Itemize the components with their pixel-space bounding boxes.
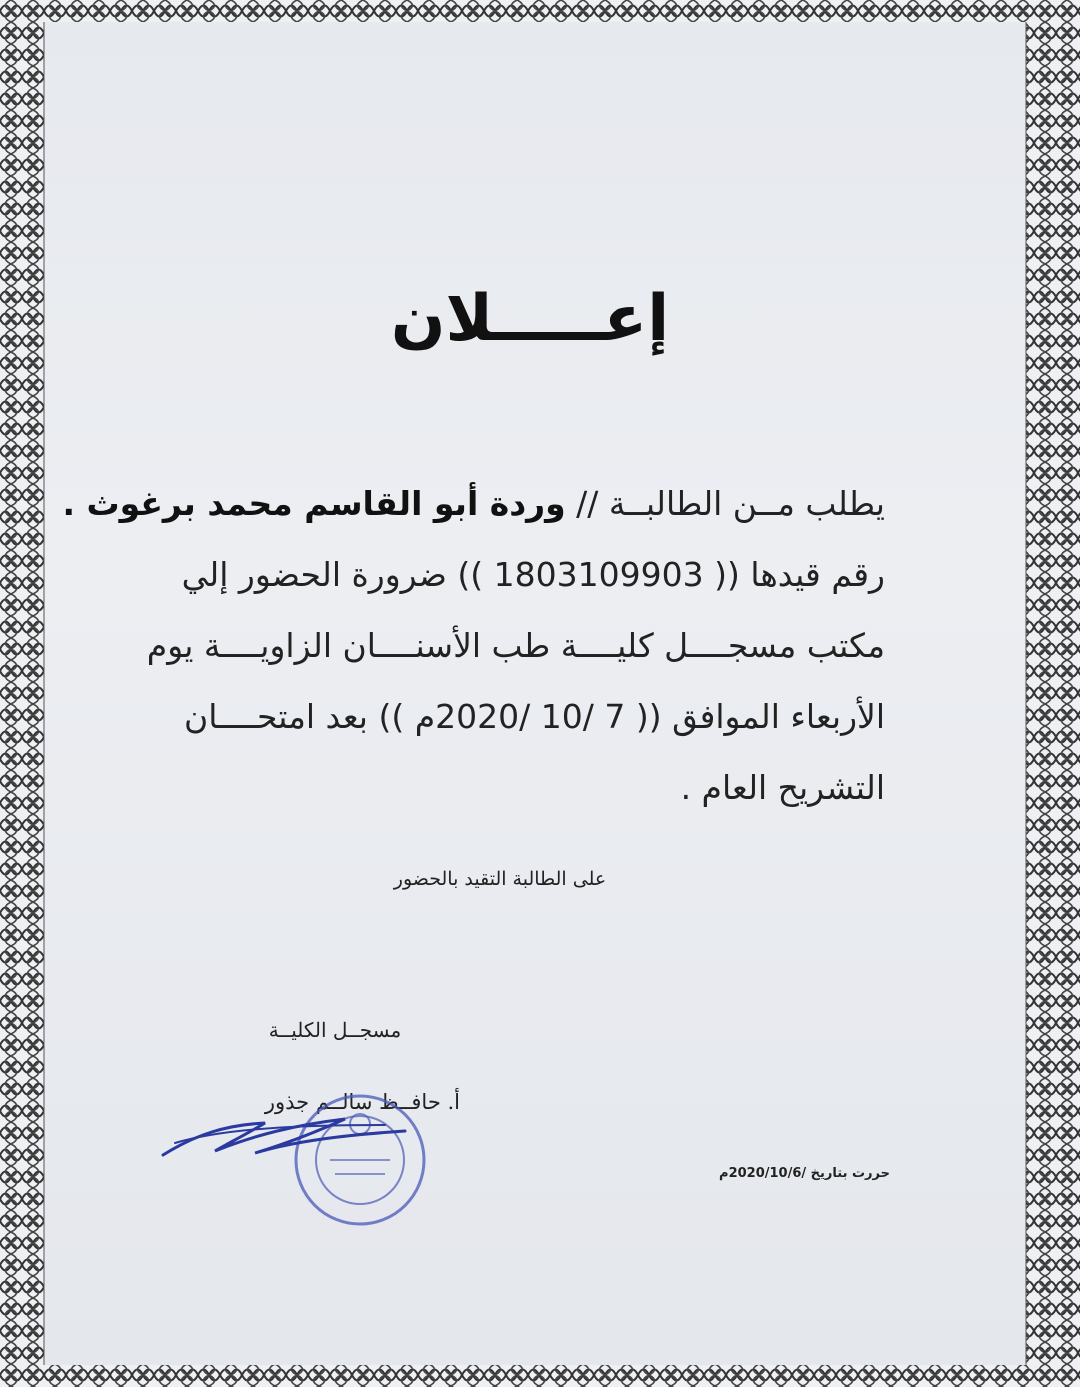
body-line-1 (62, 468, 885, 539)
body-line-5: التشريح العام . (680, 768, 885, 807)
registrar-name: أ. حافــظ سالــم جذور (264, 1090, 460, 1114)
body-line-1-suffix: . (62, 484, 87, 523)
body-line-1-prefix: يطلب مــن الطالبــة // (565, 484, 885, 523)
student-name: وردة أبو القاسم محمد برغوث (86, 484, 566, 523)
page-title: إعـــــلان (390, 282, 670, 356)
registrar-title: مسجــل الكليــة (268, 1018, 402, 1042)
body-line-3: مكتب مسجــــل كليــــة طب الأسنــــان الزاويــــة يوم (146, 626, 885, 665)
announcement-body (62, 468, 885, 823)
attendance-note: على الطالبة التقيد بالحضور (393, 868, 607, 890)
body-line-2: رقم قيدها (( 1803109903 )) ضرورة الحضور إلي (181, 555, 885, 594)
registrar-signature (155, 1095, 415, 1175)
issue-date: حررت بتاريخ /2020/10/6م (719, 1166, 890, 1181)
body-line-4: الأربعاء الموافق (( 7 /10 /2020م )) بعد امتحــــان (184, 697, 885, 736)
